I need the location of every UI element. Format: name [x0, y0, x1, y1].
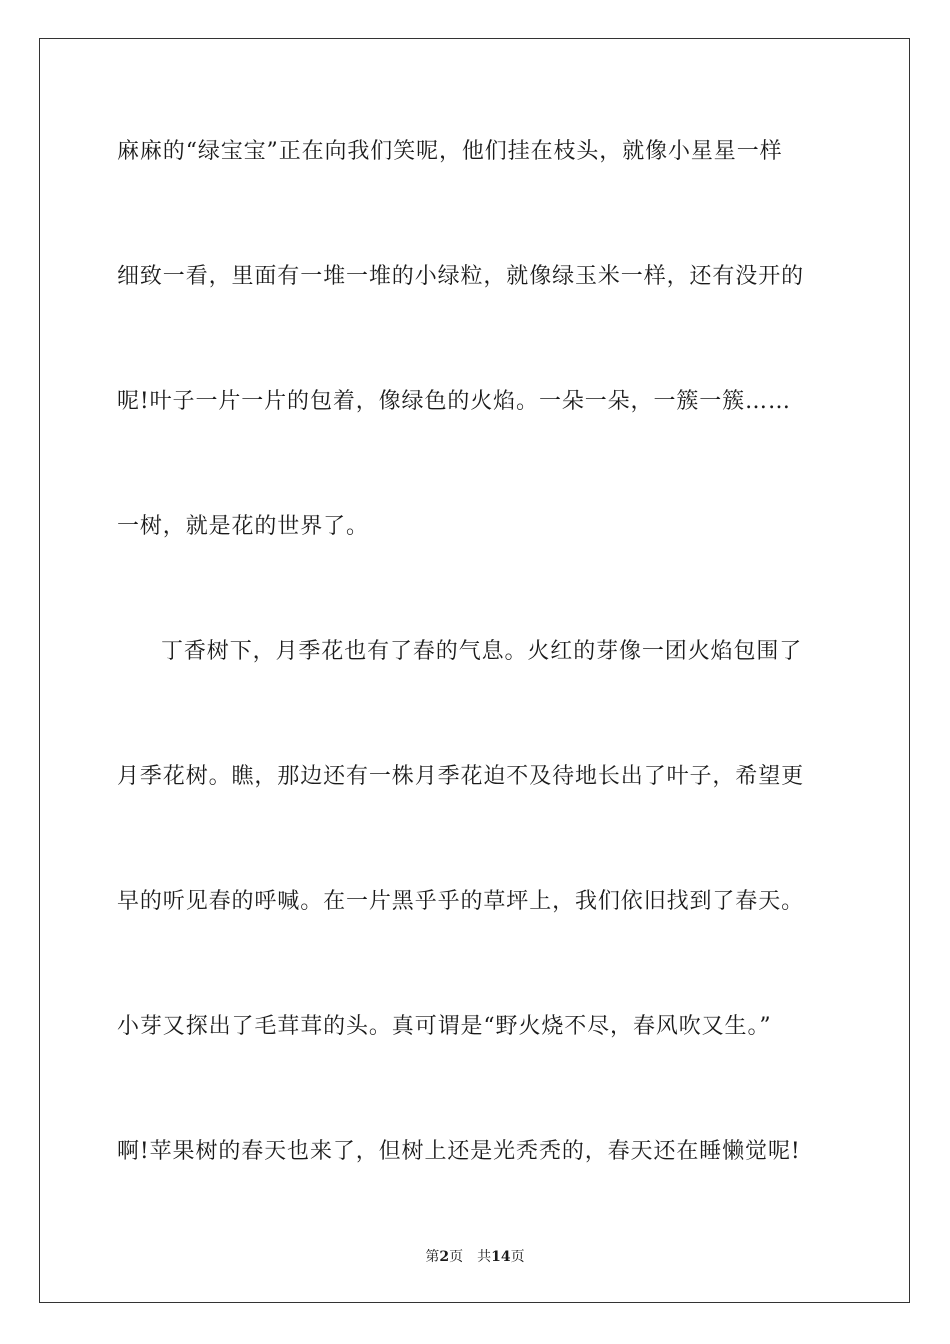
page-number-label: 第2页 — [425, 1249, 464, 1265]
text-line-7: 早的听见春的呼喊。在一片黑乎乎的草坪上，我们依旧找到了春天。 — [117, 889, 805, 914]
text-line-8: 小芽又探出了毛茸茸的头。真可谓是“野火烧不尽，春风吹又生。” — [117, 1014, 772, 1039]
text-line-5: 丁香树下，月季花也有了春的气息。火红的芽像一团火焰包围了 — [161, 639, 803, 664]
page-footer — [0, 1247, 950, 1267]
text-line-1: 麻麻的“绿宝宝”正在向我们笑呢，他们挂在枝头，就像小星星一样 — [117, 139, 783, 164]
text-line-6: 月季花树。瞧，那边还有一株月季花迫不及待地长出了叶子，希望更 — [117, 764, 805, 789]
text-line-9: 啊!苹果树的春天也来了，但树上还是光秃秃的，春天还在睡懒觉呢! — [117, 1139, 801, 1164]
total-pages-label: 共14页 — [477, 1249, 525, 1265]
text-line-4: 一树，就是花的世界了。 — [117, 514, 369, 539]
text-line-3: 呢!叶子一片一片的包着，像绿色的火焰。一朵一朵，一簇一簇…… — [117, 389, 791, 414]
text-line-2: 细致一看，里面有一堆一堆的小绿粒，就像绿玉米一样，还有没开的 — [117, 264, 805, 289]
